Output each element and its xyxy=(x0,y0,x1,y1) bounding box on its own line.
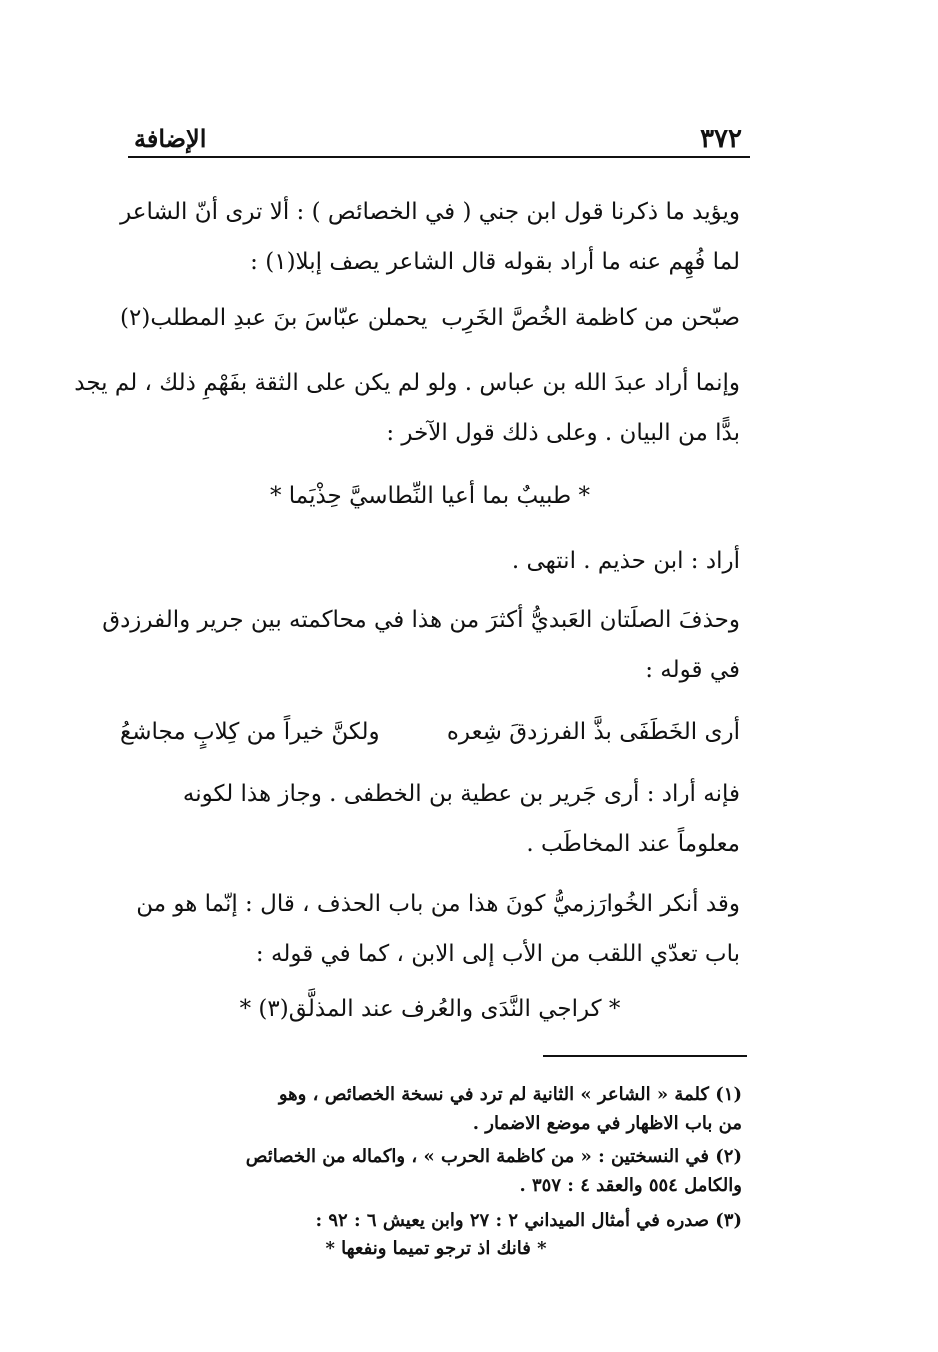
footnote-rule xyxy=(543,1055,747,1057)
body-line: باب تعدّي اللقب من الأب إلى الابن ، كما في قوله : xyxy=(255,941,740,967)
footnote-line: (٢) في النسختين : « من كاظمة الحرب » ، واكماله من الخصائص xyxy=(245,1146,742,1167)
body-line: وقد أنكر الخُوارَزميُّ كونَ هذا من باب الحذف ، قال : إنّما هو من xyxy=(136,891,740,917)
footnote-line: * فانك اذ ترجو تميما ونفعها * xyxy=(325,1238,547,1259)
header-rule xyxy=(128,156,750,158)
body-line: وحذفَ الصلَتان العَبديُّ أكثرَ من هذا في محاكمته بين جرير والفرزدق xyxy=(102,607,740,633)
body-line: معلوماً عند المخاطَب . xyxy=(526,831,740,857)
verse-line xyxy=(120,302,740,334)
footnote-line: والكامل ٥٥٤ والعقد ٤ : ٣٥٧ . xyxy=(519,1175,742,1196)
running-title: الإضافة xyxy=(134,124,207,153)
footnote-line: من باب الاظهار في موضع الاضمار . xyxy=(472,1113,742,1134)
body-line: فإنه أراد : أرى جَرير بن عطية بن الخطفى . وجاز هذا لكونه xyxy=(182,781,740,807)
verse-line: * طبيبٌ بما أعيا النِّطاسيَّ حِذْيَما * xyxy=(269,483,591,509)
verse-line xyxy=(120,716,740,748)
body-line: ويؤيد ما ذكرنا قول ابن جني ( في الخصائص ) : ألا ترى أنّ الشاعر xyxy=(120,199,740,225)
page-number: ٣٧٢ xyxy=(700,124,742,154)
verse-hemistich: ولكنَّ خيراً من كِلابٍ مجاشعُ xyxy=(120,719,380,745)
body-line: أراد : ابن حذيم . انتهى . xyxy=(511,548,740,574)
verse-hemistich: أرى الخَطَفَى بذَّ الفرزدقَ شِعره xyxy=(446,719,740,745)
footnote-line: (١) كلمة « الشاعر » الثانية لم ترد في نسخة الخصائص ، وهو xyxy=(278,1084,742,1105)
page-header xyxy=(128,118,750,158)
body-line: في قوله : xyxy=(645,657,740,683)
footnote-line: (٣) صدره في أمثال الميداني ٢ : ٢٧ وابن يعيش ٦ : ٩٢ : xyxy=(315,1210,742,1231)
body-line: لما فُهِم عنه ما أراد بقوله قال الشاعر يصف إبلا(١) : xyxy=(250,249,740,275)
verse-hemistich: يحملن عبّاسَ بنَ عبدِ المطلب(٢) xyxy=(120,305,428,331)
verse-line: * كراجي النَّدَى والعُرف عند المذلَّق(٣) * xyxy=(239,996,621,1022)
body-line: وإنما أراد عبدَ الله بن عباس . ولو لم يكن على الثقة بفَهْمِ ذلك ، لم يجد xyxy=(74,370,740,396)
body-line: بدًّا من البيان . وعلى ذلك قول الآخر : xyxy=(386,420,740,446)
verse-hemistich: صبّحن من كاظمة الخُصَّ الخَرِب xyxy=(441,305,740,331)
